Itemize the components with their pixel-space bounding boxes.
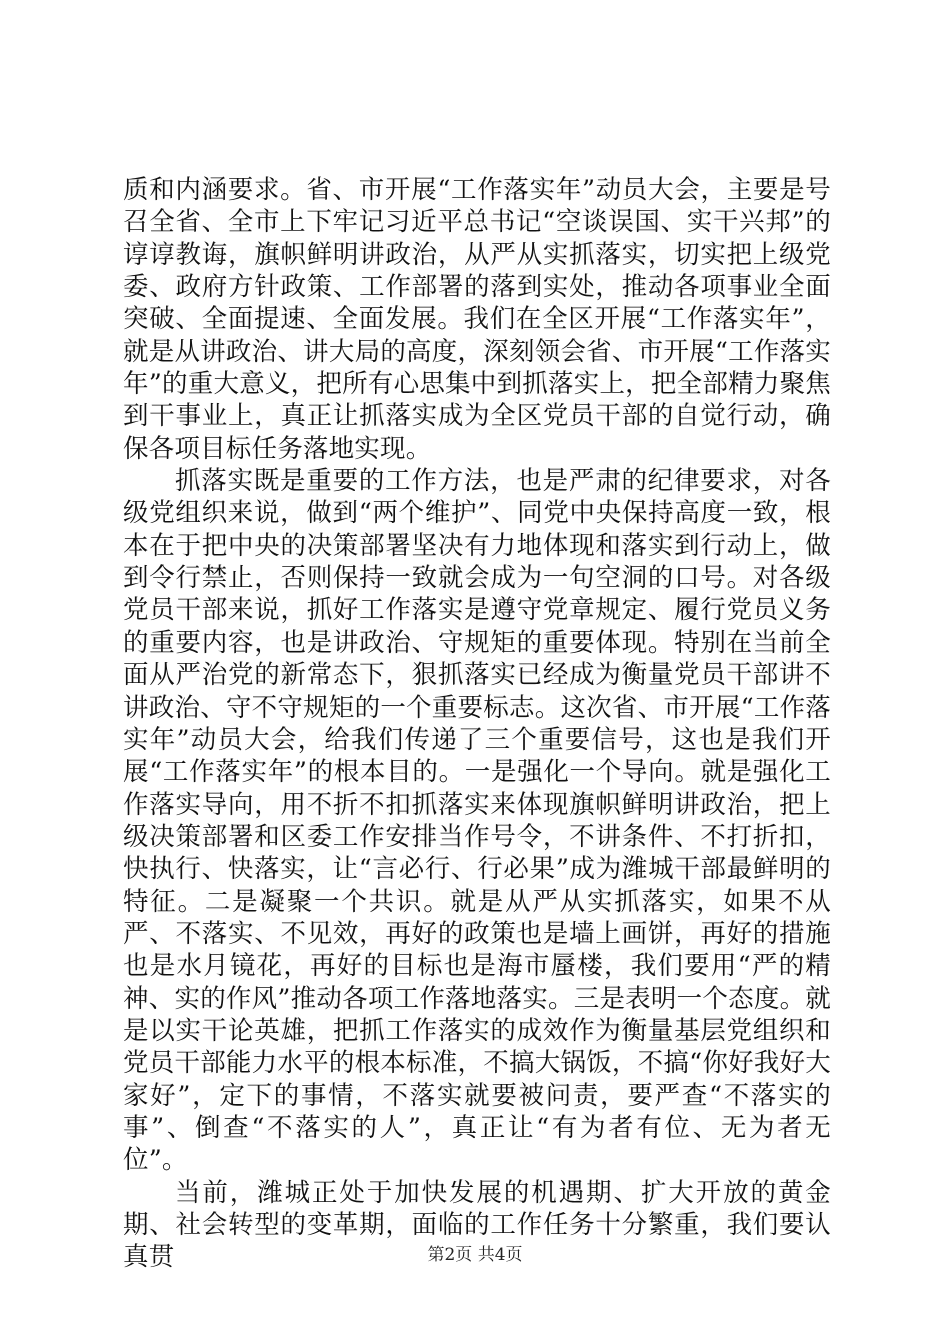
document-body	[123, 174, 831, 1274]
paragraph-work-implementation: 抓落实既是重要的工作方法，也是严肃的纪律要求，对各级党组织来说，做到“两个维护”、同党中央保持高度一致，根本在于把中央的决策部署坚决有力地体现和落实到行动上，做到令行禁止，否则保持一致就会成为一句空洞的口号。对各级党员干部来说，抓好工作落实是遵守党章规定、履行党员义务的重要内容，也是讲政治、守规矩的重要体现。特别在当前全面从严治党的新常态下，狠抓落实已经成为衡量党员干部讲不讲政治、守不守规矩的一个重要标志。这次省、市开展“工作落实年”动员大会，给我们传递了三个重要信号，这也是我们开展“工作落实年”的根本目的。一是强化一个导向。就是强化工作落实导向，用不折不扣抓落实来体现旗帜鲜明讲政治，把上级决策部署和区委工作安排当作号令，不讲条件、不打折扣，快执行、快落实，让“言必行、行必果”成为潍城干部最鲜明的特征。二是凝聚一个共识。就是从严从实抓落实，如果不从严、不落实、不见效，再好的政策也是墙上画饼，再好的措施也是水月镜花，再好的目标也是海市蜃楼，我们要用“严的精神、实的作风”推动各项工作落地落实。三是表明一个态度。就是以实干论英雄，把抓工作落实的成效作为衡量基层党组织和党员干部能力水平的根本标准，不搞大锅饭，不搞“你好我好大家好”，定下的事情，不落实就要被问责，要严查“不落实的事”、倒查“不落实的人”，真正让“有为者有位、无为者无位”。	[123, 466, 831, 1176]
paragraph-continuation: 质和内涵要求。省、市开展“工作落实年”动员大会，主要是号召全省、全市上下牢记习近平总书记“空谈误国、实干兴邦”的谆谆教诲，旗帜鲜明讲政治，从严从实抓落实，切实把上级党委、政府方针政策、工作部署的落到实处，推动各项事业全面突破、全面提速、全面发展。我们在全区开展“工作落实年”，就是从讲政治、讲大局的高度，深刻领会省、市开展“工作落实年”的重大意义，把所有心思集中到抓落实上，把全部精力聚焦到干事业上，真正让抓落实成为全区党员干部的自觉行动，确保各项目标任务落地实现。	[123, 175, 831, 464]
paragraph-current-situation: 当前，潍城正处于加快发展的机遇期、扩大开放的黄金期、社会转型的变革期，面临的工作任务十分繁重，我们要认真贯	[123, 1177, 831, 1273]
page-footer: 第2页 共4页	[427, 1245, 523, 1265]
